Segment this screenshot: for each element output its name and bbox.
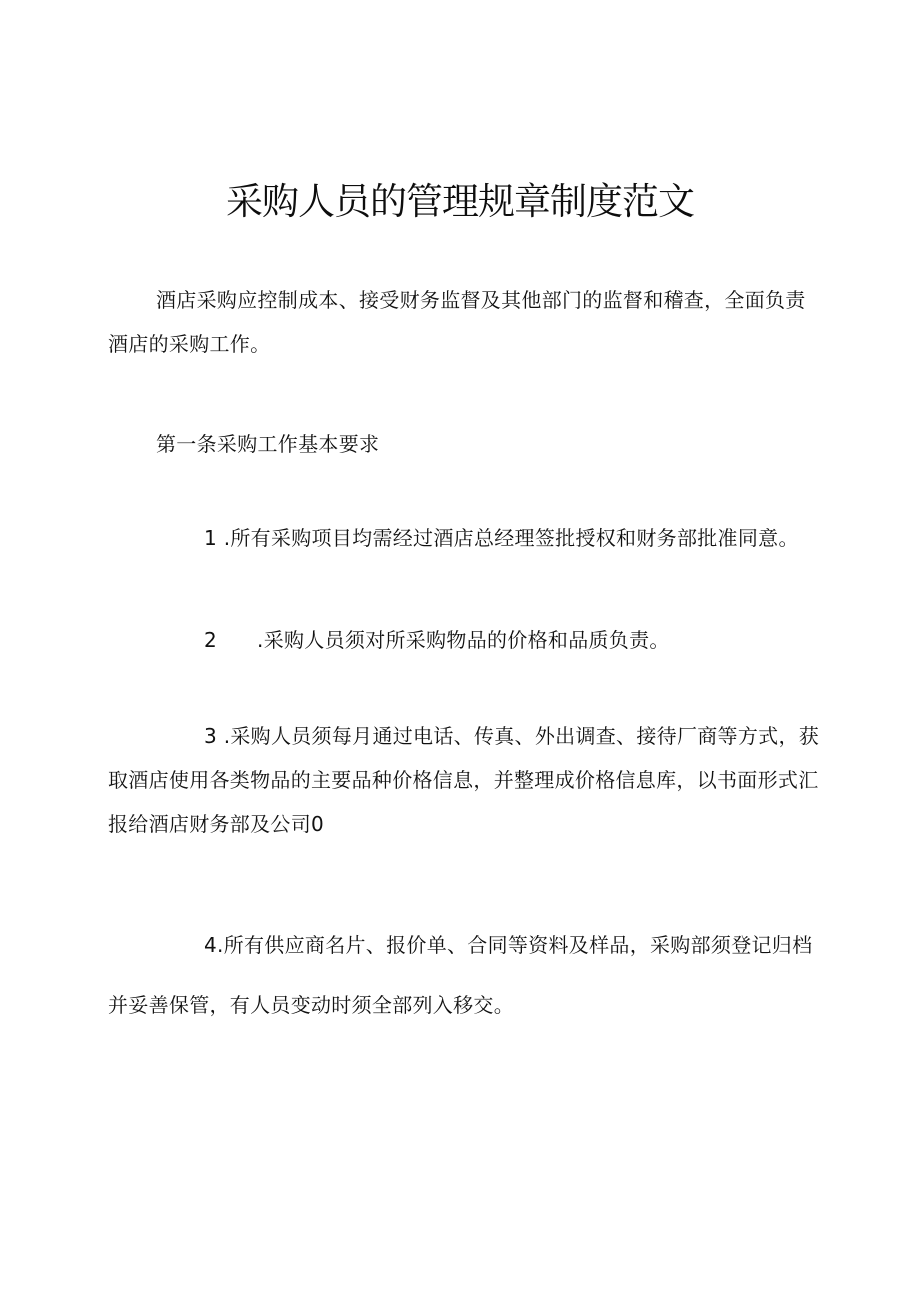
list-item-4 [108, 915, 820, 1035]
list-item-text: .采购人员须每月通过电话、传真、外出调查、接待厂商等方式，获取酒店使用各类物品的主要品种价格信息，并整理成价格信息库，以书面形式汇报给酒店财务部及公司0 [108, 724, 820, 836]
list-item-number: 2 [204, 628, 218, 652]
list-item-2 [108, 618, 820, 662]
document-title: 采购人员的管理规章制度范文 [226, 180, 694, 223]
list-item-text: .所有采购项目均需经过酒店总经理签批授权和财务部批准同意。 [223, 526, 799, 550]
list-item-text: .所有供应商名片、报价单、合同等资料及样品，采购部须登记归档并妥善保管，有人员变动时须全部列入移交。 [108, 933, 813, 1017]
intro-paragraph: 酒店采购应控制成本、接受财务监督及其他部门的监督和稽查，全面负责酒店的采购工作。 [108, 288, 806, 356]
list-item-1 [108, 516, 820, 560]
list-item-number: 4 [204, 933, 218, 957]
list-item-3 [108, 714, 820, 846]
list-item-text: .采购人员须对所采购物品的价格和品质负责。 [257, 628, 670, 652]
article-1-heading: 第一条采购工作基本要求 [156, 432, 380, 456]
list-item-number: 3 [204, 724, 218, 748]
list-item-number: 1 [204, 526, 218, 550]
